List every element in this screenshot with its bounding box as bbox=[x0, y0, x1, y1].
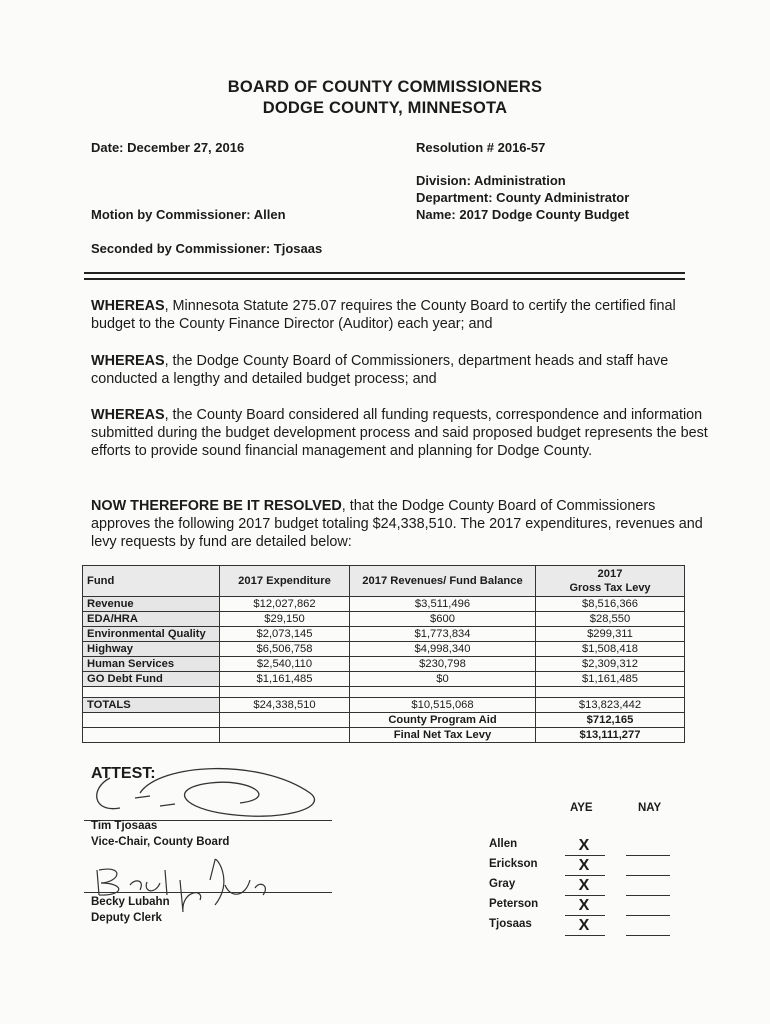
header-line-2: DODGE COUNTY, MINNESOTA bbox=[262, 99, 508, 117]
nay-line bbox=[626, 875, 670, 876]
nay-column-label: NAY bbox=[638, 802, 662, 814]
net-levy-row bbox=[83, 728, 685, 743]
expenditure-cell: $29,150 bbox=[220, 612, 350, 627]
levy-cell: $2,309,312 bbox=[536, 657, 685, 672]
empty-cell bbox=[83, 728, 220, 743]
vote-member-name: Tjosaas bbox=[489, 918, 532, 930]
vote-member-name: Erickson bbox=[489, 858, 538, 870]
levy-cell: $28,550 bbox=[536, 612, 685, 627]
paragraph-text: , Minnesota Statute 275.07 requires the County Board to certify the certified final budget to the County Finance Director (Auditor) each year; and bbox=[91, 298, 676, 332]
header-gross-levy bbox=[536, 566, 685, 597]
whereas-lead: WHEREAS bbox=[91, 353, 165, 369]
revenues-cell: $3,511,496 bbox=[350, 597, 536, 612]
aye-line bbox=[565, 935, 605, 936]
program-aid-value: $712,165 bbox=[536, 713, 685, 728]
budget-name-label: Name: 2017 Dodge County Budget bbox=[416, 207, 630, 222]
revenues-cell: $4,998,340 bbox=[350, 642, 536, 657]
whereas-lead: WHEREAS bbox=[91, 298, 165, 314]
table-row bbox=[83, 642, 685, 657]
totals-revenues: $10,515,068 bbox=[350, 698, 536, 713]
resolution-number: Resolution # 2016-57 bbox=[416, 140, 546, 155]
signer-2-name: Becky Lubahn bbox=[91, 896, 170, 908]
table-row bbox=[83, 672, 685, 687]
aye-column-label: AYE bbox=[570, 802, 593, 814]
resolved-lead: NOW THEREFORE BE IT RESOLVED bbox=[91, 498, 342, 514]
header-levy-label: Gross Tax Levy bbox=[569, 582, 651, 594]
fund-name: Highway bbox=[83, 642, 220, 657]
aye-mark: X bbox=[578, 917, 590, 934]
table-row bbox=[83, 612, 685, 627]
totals-label: TOTALS bbox=[83, 698, 220, 713]
whereas-lead: WHEREAS bbox=[91, 407, 165, 423]
levy-cell: $1,161,485 bbox=[536, 672, 685, 687]
aye-mark: X bbox=[578, 837, 590, 854]
whereas-paragraph-2 bbox=[91, 352, 711, 388]
header-revenues: 2017 Revenues/ Fund Balance bbox=[350, 566, 536, 597]
empty-cell bbox=[350, 687, 536, 698]
nay-line bbox=[626, 895, 670, 896]
paragraph-text: , that the Dodge County Board of Commissioners approves the following 2017 budget totaling $24,338,510. The 2017 expenditures, revenues and levy requests by fund are detailed below: bbox=[91, 498, 703, 550]
revenues-cell: $1,773,834 bbox=[350, 627, 536, 642]
nay-line bbox=[626, 915, 670, 916]
department-label: Department: County Administrator bbox=[416, 190, 630, 205]
aye-mark: X bbox=[578, 857, 590, 874]
seconded-label: Seconded by Commissioner: Tjosaas bbox=[91, 241, 323, 256]
motion-label: Motion by Commissioner: Allen bbox=[91, 207, 286, 222]
signer-1-name: Tim Tjosaas bbox=[91, 820, 158, 832]
aye-mark: X bbox=[578, 877, 590, 894]
resolved-paragraph bbox=[91, 497, 711, 551]
totals-levy: $13,823,442 bbox=[536, 698, 685, 713]
fund-name: Environmental Quality bbox=[83, 627, 220, 642]
date-label: Date: December 27, 2016 bbox=[91, 140, 245, 155]
empty-cell bbox=[83, 687, 220, 698]
totals-row bbox=[83, 698, 685, 713]
signer-1-title: Vice-Chair, County Board bbox=[91, 836, 230, 848]
net-levy-label: Final Net Tax Levy bbox=[350, 728, 536, 743]
aye-line bbox=[565, 895, 605, 896]
attest-label: ATTEST: bbox=[91, 765, 156, 782]
nay-line bbox=[626, 935, 670, 936]
table-header-row bbox=[83, 566, 685, 597]
aye-line bbox=[565, 855, 605, 856]
revenues-cell: $600 bbox=[350, 612, 536, 627]
program-aid-row bbox=[83, 713, 685, 728]
signature-1-graphic bbox=[80, 758, 340, 828]
expenditure-cell: $12,027,862 bbox=[220, 597, 350, 612]
table-row bbox=[83, 597, 685, 612]
totals-expenditure: $24,338,510 bbox=[220, 698, 350, 713]
levy-cell: $8,516,366 bbox=[536, 597, 685, 612]
header-levy-year: 2017 bbox=[597, 568, 623, 580]
net-levy-value: $13,111,277 bbox=[536, 728, 685, 743]
signature-2-graphic bbox=[85, 850, 285, 920]
signer-2-title: Deputy Clerk bbox=[91, 912, 162, 924]
division-label: Division: Administration bbox=[416, 173, 566, 188]
expenditure-cell: $1,161,485 bbox=[220, 672, 350, 687]
header-line-1: BOARD OF COUNTY COMMISSIONERS bbox=[227, 78, 543, 96]
whereas-paragraph-3 bbox=[91, 406, 711, 460]
aye-line bbox=[565, 875, 605, 876]
whereas-paragraph-1 bbox=[91, 297, 711, 333]
vote-member-name: Allen bbox=[489, 838, 518, 850]
divider-rule-top bbox=[84, 272, 685, 274]
nay-line bbox=[626, 855, 670, 856]
vote-member-name: Peterson bbox=[489, 898, 539, 910]
signature-line-2 bbox=[84, 892, 332, 893]
budget-table bbox=[82, 565, 685, 743]
levy-cell: $299,311 bbox=[536, 627, 685, 642]
fund-name: GO Debt Fund bbox=[83, 672, 220, 687]
paragraph-text: , the Dodge County Board of Commissioners, department heads and staff have conducted a lengthy and detailed budget process; and bbox=[91, 353, 669, 387]
levy-cell: $1,508,418 bbox=[536, 642, 685, 657]
fund-name: Human Services bbox=[83, 657, 220, 672]
header-fund: Fund bbox=[83, 566, 220, 597]
empty-cell bbox=[536, 687, 685, 698]
vote-member-name: Gray bbox=[489, 878, 516, 890]
table-row bbox=[83, 657, 685, 672]
revenues-cell: $0 bbox=[350, 672, 536, 687]
empty-cell bbox=[220, 687, 350, 698]
aye-mark: X bbox=[578, 897, 590, 914]
header-expenditure: 2017 Expenditure bbox=[220, 566, 350, 597]
table-spacer-row bbox=[83, 687, 685, 698]
empty-cell bbox=[220, 713, 350, 728]
fund-name: Revenue bbox=[83, 597, 220, 612]
program-aid-label: County Program Aid bbox=[350, 713, 536, 728]
expenditure-cell: $6,506,758 bbox=[220, 642, 350, 657]
table-row bbox=[83, 627, 685, 642]
paragraph-text: , the County Board considered all funding requests, correspondence and information submitted during the budget development process and said proposed budget represents the best efforts to provide sound financial management and planning for Dodge County. bbox=[91, 407, 708, 459]
empty-cell bbox=[220, 728, 350, 743]
divider-rule-bottom bbox=[84, 278, 685, 280]
expenditure-cell: $2,540,110 bbox=[220, 657, 350, 672]
aye-line bbox=[565, 915, 605, 916]
fund-name: EDA/HRA bbox=[83, 612, 220, 627]
revenues-cell: $230,798 bbox=[350, 657, 536, 672]
expenditure-cell: $2,073,145 bbox=[220, 627, 350, 642]
empty-cell bbox=[83, 713, 220, 728]
